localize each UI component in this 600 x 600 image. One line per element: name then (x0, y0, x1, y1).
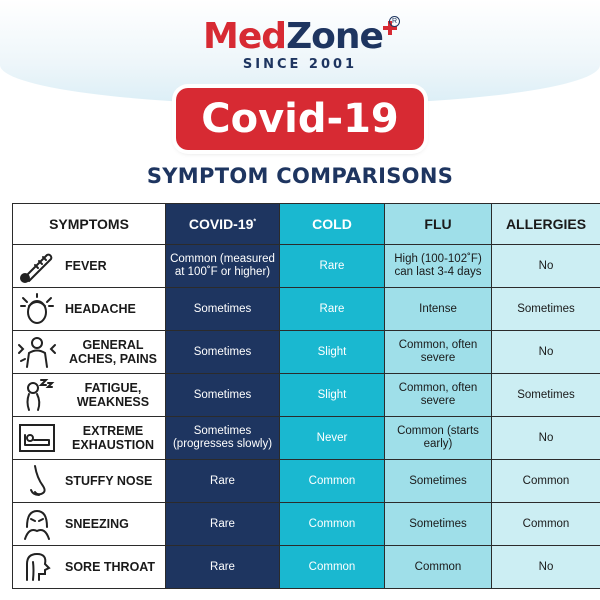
symptom-cell (13, 288, 166, 331)
covid-cell: Sometimes (166, 331, 280, 374)
symptom-label: SORE THROAT (65, 560, 156, 574)
table-row (13, 374, 600, 417)
allergies-cell: Sometimes (492, 374, 600, 417)
covid-cell: Rare (166, 503, 280, 546)
flu-cell: Intense (385, 288, 492, 331)
cold-cell: Rare (280, 288, 385, 331)
logo-text-zone: Zone (286, 16, 383, 57)
table-row (13, 331, 600, 374)
flu-cell: Common (starts early) (385, 417, 492, 460)
thermometer-icon (17, 249, 57, 283)
cold-cell: Slight (280, 374, 385, 417)
body-aches-icon (17, 335, 57, 369)
symptom-label: GENERAL ACHES, PAINS (69, 338, 157, 366)
allergies-cell: No (492, 546, 600, 589)
symptom-label: EXTREME EXHAUSTION (72, 424, 154, 452)
page-title: Covid-19 (176, 88, 424, 150)
flu-cell: Sometimes (385, 503, 492, 546)
symptom-cell (13, 546, 166, 589)
logo-text-med: Med (203, 16, 287, 57)
symptom-cell (13, 331, 166, 374)
cold-cell: Common (280, 546, 385, 589)
nose-icon (17, 464, 57, 498)
symptom-cell (13, 460, 166, 503)
symptom-label: HEADACHE (65, 302, 136, 316)
headache-icon (17, 292, 57, 326)
registered-mark-icon: R (389, 16, 400, 27)
logo-tagline: SINCE 2001 (242, 57, 358, 72)
flu-cell: High (100-102˚F) can last 3-4 days (385, 245, 492, 288)
header-covid-label: COVID-19 (188, 216, 254, 232)
cold-cell: Never (280, 417, 385, 460)
header-cold: COLD (280, 204, 385, 245)
covid-cell: Sometimes (progresses slowly) (166, 417, 280, 460)
flu-cell: Common (385, 546, 492, 589)
symptom-cell (13, 417, 166, 460)
flu-cell: Sometimes (385, 460, 492, 503)
symptom-cell (13, 374, 166, 417)
covid-cell: Sometimes (166, 374, 280, 417)
logo-wordmark (0, 18, 600, 56)
table-row (13, 503, 600, 546)
bed-icon (17, 421, 57, 455)
cold-cell: Common (280, 460, 385, 503)
table-header-row (13, 204, 600, 245)
symptom-label: STUFFY NOSE (65, 474, 153, 488)
symptom-cell (13, 245, 166, 288)
sneezing-icon (17, 507, 57, 541)
covid-cell: Sometimes (166, 288, 280, 331)
symptom-label: FATIGUE, WEAKNESS (76, 381, 150, 409)
table-row (13, 417, 600, 460)
sore-throat-icon (17, 550, 57, 584)
flu-cell: Common, often severe (385, 331, 492, 374)
page-subtitle: SYMPTOM COMPARISONS (146, 164, 454, 188)
table-row (13, 546, 600, 589)
table-row (13, 460, 600, 503)
header-symptoms: SYMPTOMS (13, 204, 166, 245)
symptom-cell (13, 503, 166, 546)
medzone-logo (0, 18, 600, 72)
cold-cell: Common (280, 503, 385, 546)
allergies-cell: No (492, 331, 600, 374)
table-row (13, 288, 600, 331)
allergies-cell: Sometimes (492, 288, 600, 331)
covid-cell: Common (measured at 100˚F or higher) (166, 245, 280, 288)
symptom-label: FEVER (65, 259, 107, 273)
fatigue-icon (17, 378, 57, 412)
symptom-label: SNEEZING (65, 517, 129, 531)
cold-cell: Rare (280, 245, 385, 288)
header-allergies: ALLERGIES (492, 204, 600, 245)
allergies-cell: Common (492, 460, 600, 503)
allergies-cell: Common (492, 503, 600, 546)
allergies-cell: No (492, 245, 600, 288)
flu-cell: Common, often severe (385, 374, 492, 417)
allergies-cell: No (492, 417, 600, 460)
table-row (13, 245, 600, 288)
covid-cell: Rare (166, 460, 280, 503)
header-covid (166, 204, 280, 245)
symptom-comparison-table (12, 203, 600, 589)
covid-cell: Rare (166, 546, 280, 589)
cold-cell: Slight (280, 331, 385, 374)
header-covid-mark: * (253, 218, 257, 226)
header-flu: FLU (385, 204, 492, 245)
